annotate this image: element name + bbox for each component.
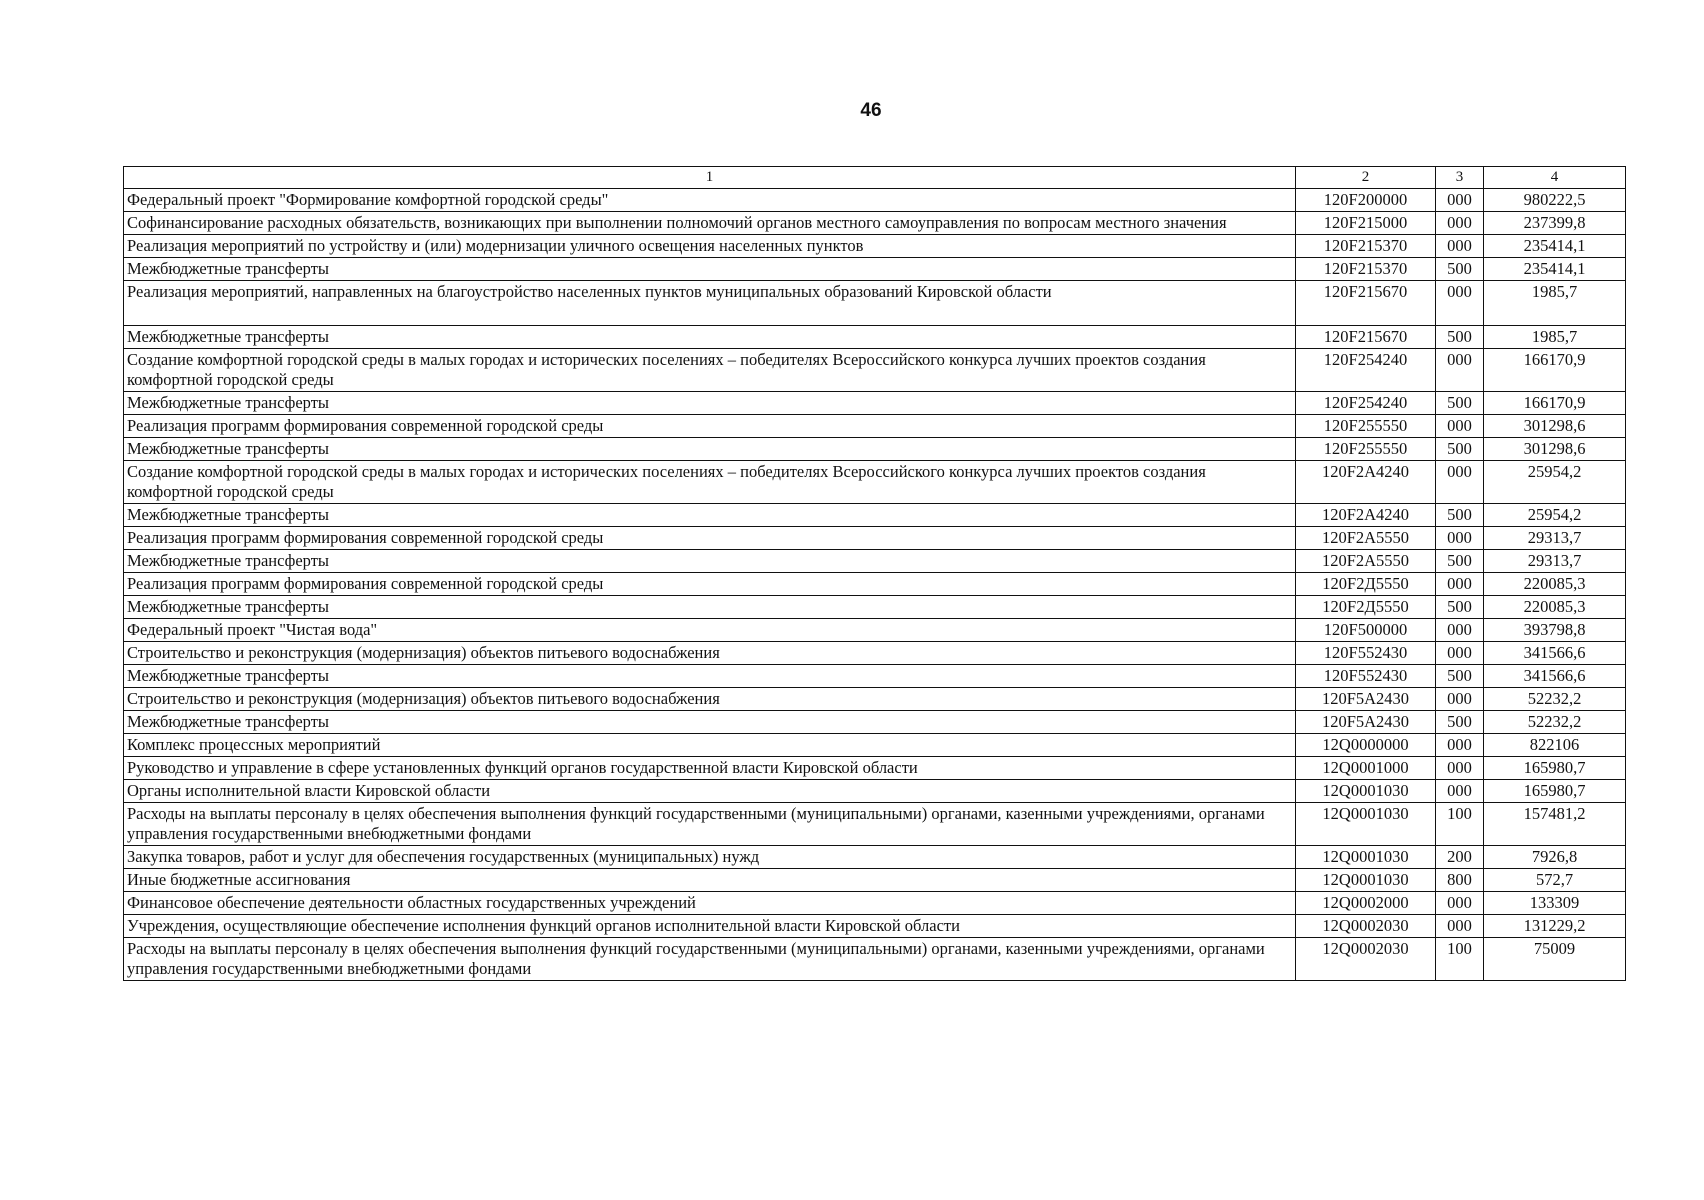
row-amount-cell: 166170,9 (1484, 392, 1626, 415)
row-code-cell: 120F552430 (1296, 642, 1436, 665)
row-code-cell: 120F200000 (1296, 189, 1436, 212)
row-amount-cell: 75009 (1484, 938, 1626, 981)
table-row (124, 281, 1626, 326)
table-row (124, 550, 1626, 573)
row-code-cell: 12Q0002030 (1296, 938, 1436, 981)
row-type-cell: 500 (1436, 665, 1484, 688)
row-type-cell: 500 (1436, 392, 1484, 415)
row-code-cell: 12Q0001030 (1296, 869, 1436, 892)
row-type-cell: 100 (1436, 803, 1484, 846)
row-name-cell: Строительство и реконструкция (модернизация) объектов питьевого водоснабжения (124, 688, 1296, 711)
row-amount-cell: 341566,6 (1484, 642, 1626, 665)
table-row (124, 527, 1626, 550)
row-amount-cell: 220085,3 (1484, 596, 1626, 619)
row-name-cell: Межбюджетные трансферты (124, 550, 1296, 573)
table-row (124, 711, 1626, 734)
row-amount-cell: 25954,2 (1484, 504, 1626, 527)
row-type-cell: 000 (1436, 780, 1484, 803)
row-type-cell: 500 (1436, 326, 1484, 349)
row-type-cell: 000 (1436, 915, 1484, 938)
row-amount-cell: 980222,5 (1484, 189, 1626, 212)
table-row (124, 504, 1626, 527)
row-type-cell: 000 (1436, 212, 1484, 235)
row-type-cell: 800 (1436, 869, 1484, 892)
row-name-cell: Создание комфортной городской среды в малых городах и исторических поселениях – победителях Всероссийского конкурса лучших проектов создания комфортной городской среды (124, 349, 1296, 392)
table-row (124, 438, 1626, 461)
row-amount-cell: 157481,2 (1484, 803, 1626, 846)
row-type-cell: 000 (1436, 281, 1484, 326)
row-code-cell: 120F5A2430 (1296, 688, 1436, 711)
row-amount-cell: 52232,2 (1484, 688, 1626, 711)
row-type-cell: 000 (1436, 734, 1484, 757)
row-type-cell: 000 (1436, 235, 1484, 258)
row-amount-cell: 131229,2 (1484, 915, 1626, 938)
row-amount-cell: 572,7 (1484, 869, 1626, 892)
row-code-cell: 120F2Д5550 (1296, 573, 1436, 596)
row-type-cell: 500 (1436, 258, 1484, 281)
row-amount-cell: 235414,1 (1484, 258, 1626, 281)
table-row (124, 665, 1626, 688)
row-name-cell: Строительство и реконструкция (модернизация) объектов питьевого водоснабжения (124, 642, 1296, 665)
row-amount-cell: 52232,2 (1484, 711, 1626, 734)
row-code-cell: 12Q0000000 (1296, 734, 1436, 757)
row-amount-cell: 822106 (1484, 734, 1626, 757)
row-name-cell: Межбюджетные трансферты (124, 504, 1296, 527)
row-code-cell: 120F2A5550 (1296, 550, 1436, 573)
table-row (124, 892, 1626, 915)
row-name-cell: Межбюджетные трансферты (124, 392, 1296, 415)
row-name-cell: Создание комфортной городской среды в малых городах и исторических поселениях – победителях Всероссийского конкурса лучших проектов создания комфортной городской среды (124, 461, 1296, 504)
row-name-cell: Федеральный проект "Формирование комфортной городской среды" (124, 189, 1296, 212)
row-amount-cell: 237399,8 (1484, 212, 1626, 235)
row-type-cell: 500 (1436, 438, 1484, 461)
row-amount-cell: 235414,1 (1484, 235, 1626, 258)
row-name-cell: Иные бюджетные ассигнования (124, 869, 1296, 892)
row-amount-cell: 29313,7 (1484, 550, 1626, 573)
row-type-cell: 000 (1436, 189, 1484, 212)
row-type-cell: 000 (1436, 527, 1484, 550)
row-code-cell: 120F254240 (1296, 349, 1436, 392)
row-type-cell: 000 (1436, 892, 1484, 915)
table-row (124, 780, 1626, 803)
row-amount-cell: 133309 (1484, 892, 1626, 915)
row-name-cell: Расходы на выплаты персоналу в целях обеспечения выполнения функций государственными (муниципальными) органами, казенными учреждениями, органами управления государственными внебюджетными фондами (124, 938, 1296, 981)
table-row (124, 258, 1626, 281)
table-row (124, 392, 1626, 415)
row-type-cell: 200 (1436, 846, 1484, 869)
row-name-cell: Федеральный проект "Чистая вода" (124, 619, 1296, 642)
row-type-cell: 000 (1436, 619, 1484, 642)
table-header (124, 167, 1626, 189)
header-col-1: 1 (124, 167, 1296, 189)
table-row (124, 846, 1626, 869)
row-amount-cell: 1985,7 (1484, 281, 1626, 326)
row-amount-cell: 301298,6 (1484, 438, 1626, 461)
row-type-cell: 000 (1436, 349, 1484, 392)
table-row (124, 189, 1626, 212)
row-code-cell: 12Q0002000 (1296, 892, 1436, 915)
row-code-cell: 120F215670 (1296, 326, 1436, 349)
row-name-cell: Реализация программ формирования современной городской среды (124, 415, 1296, 438)
row-name-cell: Реализация мероприятий, направленных на благоустройство населенных пунктов муниципальных образований Кировской области (124, 281, 1296, 326)
row-name-cell: Расходы на выплаты персоналу в целях обеспечения выполнения функций государственными (муниципальными) органами, казенными учреждениями, органами управления государственными внебюджетными фондами (124, 803, 1296, 846)
header-row (124, 167, 1626, 189)
table-row (124, 573, 1626, 596)
row-code-cell: 120F2Д5550 (1296, 596, 1436, 619)
row-type-cell: 500 (1436, 596, 1484, 619)
row-type-cell: 100 (1436, 938, 1484, 981)
table-row (124, 596, 1626, 619)
row-type-cell: 000 (1436, 461, 1484, 504)
row-code-cell: 120F215370 (1296, 258, 1436, 281)
row-amount-cell: 166170,9 (1484, 349, 1626, 392)
table-row (124, 734, 1626, 757)
row-name-cell: Межбюджетные трансферты (124, 326, 1296, 349)
row-amount-cell: 341566,6 (1484, 665, 1626, 688)
header-col-4: 4 (1484, 167, 1626, 189)
row-amount-cell: 393798,8 (1484, 619, 1626, 642)
table-row (124, 915, 1626, 938)
row-type-cell: 500 (1436, 504, 1484, 527)
table-row (124, 235, 1626, 258)
header-col-3: 3 (1436, 167, 1484, 189)
row-name-cell: Закупка товаров, работ и услуг для обеспечения государственных (муниципальных) нужд (124, 846, 1296, 869)
row-code-cell: 120F5A2430 (1296, 711, 1436, 734)
row-name-cell: Софинансирование расходных обязательств, возникающих при выполнении полномочий органов местного самоуправления по вопросам местного значения (124, 212, 1296, 235)
row-code-cell: 120F2A5550 (1296, 527, 1436, 550)
row-type-cell: 000 (1436, 573, 1484, 596)
row-type-cell: 000 (1436, 688, 1484, 711)
row-name-cell: Реализация мероприятий по устройству и (или) модернизации уличного освещения населенных пунктов (124, 235, 1296, 258)
row-type-cell: 500 (1436, 550, 1484, 573)
table-row (124, 869, 1626, 892)
row-amount-cell: 29313,7 (1484, 527, 1626, 550)
row-name-cell: Финансовое обеспечение деятельности областных государственных учреждений (124, 892, 1296, 915)
row-name-cell: Руководство и управление в сфере установленных функций органов государственной власти Кировской области (124, 757, 1296, 780)
row-code-cell: 120F2A4240 (1296, 461, 1436, 504)
row-name-cell: Учреждения, осуществляющие обеспечение исполнения функций органов исполнительной власти Кировской области (124, 915, 1296, 938)
row-code-cell: 120F215370 (1296, 235, 1436, 258)
table-row (124, 619, 1626, 642)
row-code-cell: 12Q0001000 (1296, 757, 1436, 780)
budget-table (123, 166, 1626, 981)
row-code-cell: 12Q0001030 (1296, 846, 1436, 869)
row-amount-cell: 301298,6 (1484, 415, 1626, 438)
table-body (124, 189, 1626, 981)
row-code-cell: 120F215000 (1296, 212, 1436, 235)
row-name-cell: Комплекс процессных мероприятий (124, 734, 1296, 757)
table-row (124, 938, 1626, 981)
row-type-cell: 000 (1436, 415, 1484, 438)
row-amount-cell: 165980,7 (1484, 757, 1626, 780)
table-row (124, 326, 1626, 349)
row-name-cell: Межбюджетные трансферты (124, 596, 1296, 619)
row-amount-cell: 220085,3 (1484, 573, 1626, 596)
table-row (124, 212, 1626, 235)
row-amount-cell: 7926,8 (1484, 846, 1626, 869)
table-row (124, 349, 1626, 392)
table-row (124, 642, 1626, 665)
row-name-cell: Межбюджетные трансферты (124, 258, 1296, 281)
table-row (124, 803, 1626, 846)
row-code-cell: 12Q0001030 (1296, 803, 1436, 846)
row-amount-cell: 165980,7 (1484, 780, 1626, 803)
row-code-cell: 12Q0001030 (1296, 780, 1436, 803)
row-type-cell: 000 (1436, 757, 1484, 780)
row-code-cell: 120F552430 (1296, 665, 1436, 688)
row-code-cell: 120F254240 (1296, 392, 1436, 415)
row-name-cell: Органы исполнительной власти Кировской области (124, 780, 1296, 803)
row-name-cell: Межбюджетные трансферты (124, 438, 1296, 461)
row-name-cell: Реализация программ формирования современной городской среды (124, 527, 1296, 550)
table-row (124, 461, 1626, 504)
row-name-cell: Реализация программ формирования современной городской среды (124, 573, 1296, 596)
table-row (124, 688, 1626, 711)
table-row (124, 415, 1626, 438)
row-code-cell: 12Q0002030 (1296, 915, 1436, 938)
row-code-cell: 120F500000 (1296, 619, 1436, 642)
page-number: 46 (860, 100, 882, 121)
row-name-cell: Межбюджетные трансферты (124, 711, 1296, 734)
row-type-cell: 500 (1436, 711, 1484, 734)
row-code-cell: 120F215670 (1296, 281, 1436, 326)
row-name-cell: Межбюджетные трансферты (124, 665, 1296, 688)
row-amount-cell: 25954,2 (1484, 461, 1626, 504)
row-type-cell: 000 (1436, 642, 1484, 665)
row-code-cell: 120F2A4240 (1296, 504, 1436, 527)
table-row (124, 757, 1626, 780)
header-col-2: 2 (1296, 167, 1436, 189)
row-amount-cell: 1985,7 (1484, 326, 1626, 349)
row-code-cell: 120F255550 (1296, 415, 1436, 438)
row-code-cell: 120F255550 (1296, 438, 1436, 461)
